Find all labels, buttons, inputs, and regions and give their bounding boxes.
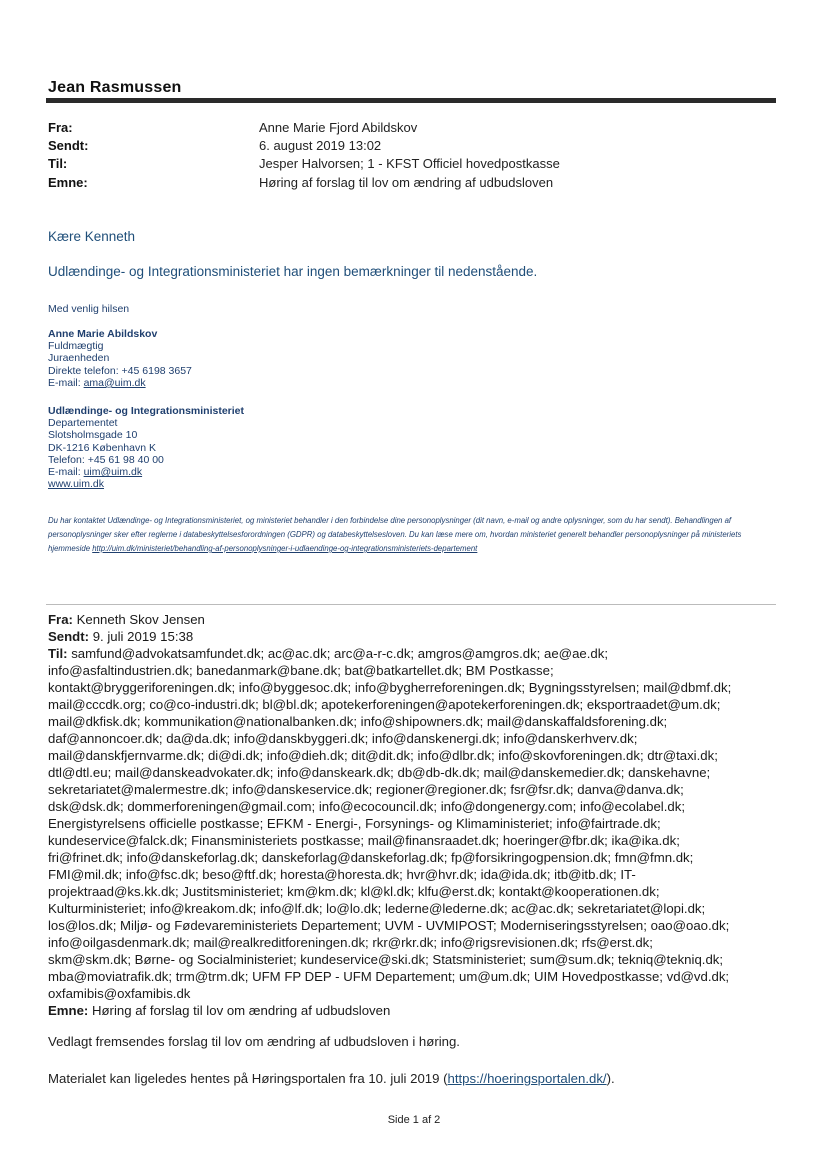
org-email-line [48,466,244,478]
recipient-line: oxfamibis@oxfamibis.dk [48,986,191,1001]
to-label: Til: [48,156,68,171]
recipient-line: samfund@advokatsamfundet.dk; ac@ac.dk; arc@a-r-c.dk; amgros@amgros.dk; ae@ae.dk; [67,646,608,661]
org-city: DK-1216 København K [48,441,156,454]
hoeringsportalen-link[interactable]: https://hoeringsportalen.dk/ [447,1071,607,1086]
recipient-line: kontakt@bryggeriforeningen.dk; info@byggesoc.dk; info@bygherreforeningen.dk; Bygningsstyrelsen; mail@dbmf.dk; [48,680,732,695]
recipient-line: sekretariatet@malermestre.dk; info@danskeservice.dk; regioner@regioner.dk; fsr@fsr.dk; danva@danva.dk; [48,782,684,797]
recipient-line: mba@moviatrafik.dk; trm@trm.dk; UFM FP DEP - UFM Departement; um@um.dk; UIM Hovedpostkasse; vd@vd.dk; [48,969,730,984]
header-rule [46,98,776,103]
fwd-from-value: Kenneth Skov Jensen [72,612,205,627]
from-label: Fra: [48,120,73,135]
org-email-link[interactable]: uim@uim.dk [83,466,143,479]
to-value: Jesper Halvorsen; 1 - KFST Officiel hovedpostkasse [259,156,560,171]
sent-value: 6. august 2019 13:02 [259,138,382,153]
fwd-from-label: Fra: [48,612,73,627]
page-number: Side 1 af 2 [387,1114,441,1126]
recipient-line: mail@dkfisk.dk; kommunikation@nationalbanken.dk; info@shipowners.dk; mail@danskaffaldsforening.dk; [48,714,668,729]
fwd-from-line [48,611,788,628]
fwd-sent-value: 9. juli 2019 15:38 [89,629,194,644]
fwd-sent-label: Sendt: [48,629,90,644]
recipient-line: mail@danskfjernvarme.dk; di@di.dk; info@dieh.dk; dit@dit.dk; info@dlbr.dk; info@skovforeningen.dk; dtr@taxi.dk; [48,748,718,763]
recipient-line: los@los.dk; Miljø- og Fødevareministeriets Departement; UVM - UVMIPOST; Moderniseringsstyrelsen; oao@oao.dk; [48,918,730,933]
closing: Med venlig hilsen [48,303,130,315]
greeting: Kære Kenneth [48,229,136,244]
recipient-line: fri@frinet.dk; info@danskeforlag.dk; danskeforlag@danskeforlag.dk; fp@forsikringogpension.dk; fmn@fmn.dk; [48,850,694,865]
privacy-disclaimer [48,514,773,556]
recipient-line: dtl@dtl.eu; mail@danskeadvokater.dk; info@danskeark.dk; db@db-dk.dk; mail@danskemedier.dk; danskehavne; [48,765,711,780]
org-department: Departementet [48,417,118,430]
person-name: Anne Marie Abildskov [48,328,158,340]
recipient-line: mail@cccdk.org; co@co-industri.dk; bl@bl.dk; apotekerforeningen@apotekerforeningen.dk; eksportraadet@um.dk; [48,697,721,712]
body-paragraph-1: Vedlagt fremsendes forslag til lov om ændring af udbudsloven i høring. [48,1034,460,1049]
org-email-label: E-mail: [48,466,84,479]
recipient-line: daf@annoncoer.dk; da@da.dk; info@danskbyggeri.dk; info@danskenergi.dk; info@danskerhverv.dk; [48,731,638,746]
document-owner-name: Jean Rasmussen [48,79,182,96]
body-paragraph-2 [48,1071,615,1086]
recipient-line: info@oilgasdenmark.dk; mail@realkreditforeningen.dk; rkr@rkr.dk; info@rigsrevisionen.dk; rfs@erst.dk; [48,935,653,950]
recipient-line: projektraad@ks.kk.dk; Justitsministeriet; km@km.dk; kl@kl.dk; klfu@erst.dk; kontakt@kooperationen.dk; [48,884,660,899]
fwd-subject-label: Emne: [48,1003,89,1018]
fwd-sent-line [48,628,788,645]
fwd-recipients [48,645,788,1019]
recipient-line: Energistyrelsens officielle postkasse; EFKM - Energi-, Forsynings- og Klimaministeriet; info@fairtrade.dk; [48,816,661,831]
person-signature [48,328,192,389]
recipient-line: info@asfaltindustrien.dk; banedanmark@bane.dk; bat@batkartellet.dk; BM Postkasse; [48,663,554,678]
recipient-line: Kulturministeriet; info@kreakom.dk; info@lf.dk; lo@lo.dk; lederne@lederne.dk; ac@ac.dk; sekretariatet@lopi.dk; [48,901,706,916]
org-web-link[interactable]: www.uim.dk [48,478,105,491]
org-name: Udlændinge- og Integrationsministeriet [48,405,245,417]
org-signature [48,405,244,490]
recipient-line: kundeservice@falck.dk; Finansministeriets postkasse; mail@finansraadet.dk; hoeringer@fbr.dk; ika@ika.dk; [48,833,680,848]
subject-label: Emne: [48,175,88,190]
person-title: Fuldmægtig [48,340,104,353]
person-email-line [48,377,192,389]
org-street: Slotsholmsgade 10 [48,429,138,442]
from-value: Anne Marie Fjord Abildskov [259,120,418,135]
sent-label: Sendt: [48,138,89,153]
para2-suffix: ). [606,1071,615,1086]
fwd-subject-value: Høring af forslag til lov om ændring af udbudsloven [88,1003,391,1018]
person-email-link[interactable]: ama@uim.dk [83,376,146,389]
person-unit: Juraenheden [48,352,110,365]
subject-value: Høring af forslag til lov om ændring af udbudsloven [259,175,554,190]
org-phone: Telefon: +45 61 98 40 00 [48,453,164,466]
person-email-label: E-mail: [48,376,84,389]
forward-separator [46,604,776,605]
recipient-line: dsk@dsk.dk; dommerforeningen@gmail.com; info@ecocouncil.dk; info@dongenergy.com; info@ecolabel.dk; [48,799,685,814]
para2-prefix: Materialet kan ligeledes hentes på Høringsportalen fra 10. juli 2019 ( [48,1071,448,1086]
statement: Udlændinge- og Integrationsministeriet har ingen bemærkninger til nedenstående. [48,264,538,279]
person-phone: Direkte telefon: +45 6198 3657 [48,364,192,377]
recipient-line: skm@skm.dk; Børne- og Socialministeriet; kundeservice@ski.dk; Statsministeriet; sum@sum.dk; tekniq@tekniq.dk; [48,952,724,967]
fwd-to-label: Til: [48,646,68,661]
disclaimer-text: Du har kontaktet Udlændinge- og Integrationsministeriet, og ministeriet behandler i den forbindelse dine personoplysninger (dit navn, e-mail og andre oplysninger, som du har sendt). Behandlingen af personoplysninger sker efter reglerne i databeskyttelsesforordningen (GDPR) og databeskyttelsesloven. Du kan læse mere om, hvordan ministeriet generelt behandler personoplysninger på ministeriets hjemmeside [48,516,742,553]
recipient-line: FMI@mil.dk; info@fsc.dk; beso@ftf.dk; horesta@horesta.dk; hvr@hvr.dk; ida@ida.dk; itb@itb.dk; IT- [48,867,636,882]
disclaimer-link[interactable]: http://uim.dk/ministeriet/behandling-af-personoplysninger-i-udlaendinge-og-integrationsministeriets-departement [92,544,478,553]
